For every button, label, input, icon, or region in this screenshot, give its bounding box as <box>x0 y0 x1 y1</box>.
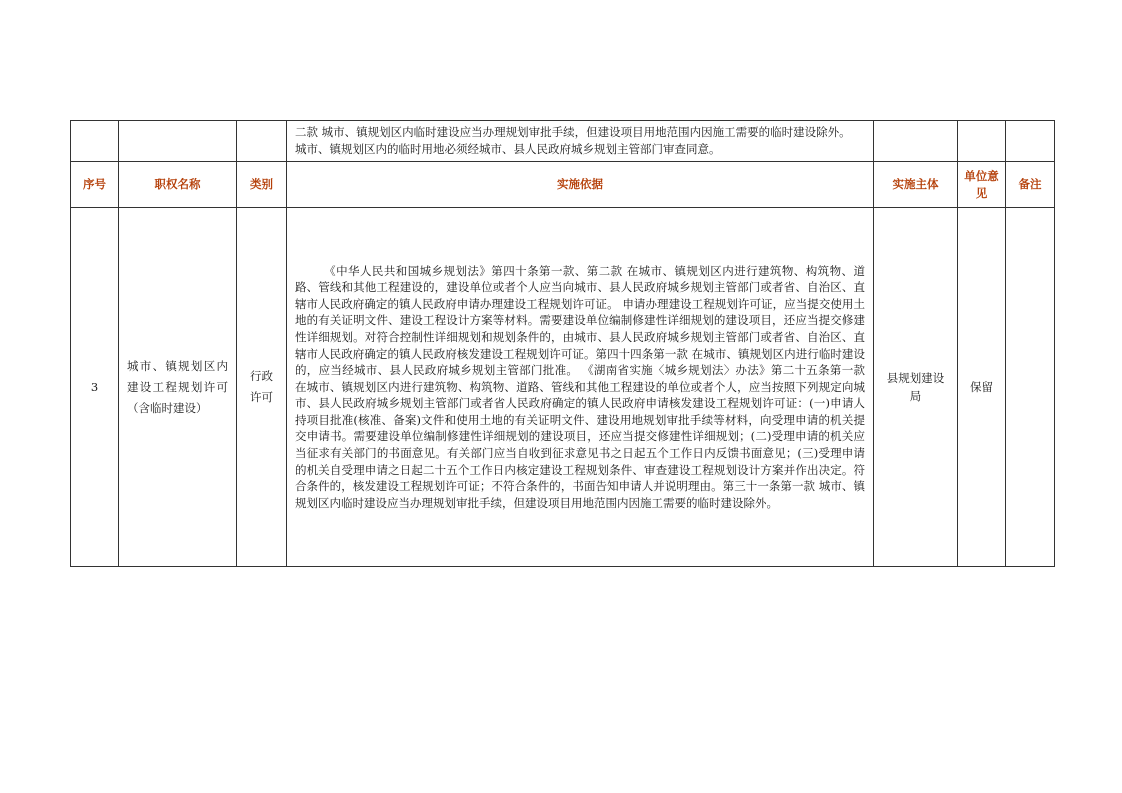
header-row <box>71 162 1055 208</box>
record-name: 城市、镇规划区内建设工程规划许可（含临时建设） <box>119 208 237 567</box>
header-remark: 备注 <box>1006 162 1055 208</box>
record-basis-cell <box>287 208 874 567</box>
record-unit-opinion: 保留 <box>958 208 1006 567</box>
continued-name-cell <box>119 121 237 162</box>
continued-row <box>71 121 1055 162</box>
header-category: 类别 <box>237 162 287 208</box>
continued-subject-cell <box>874 121 958 162</box>
header-name: 职权名称 <box>119 162 237 208</box>
header-unit-opinion: 单位意见 <box>958 162 1006 208</box>
continued-remark-cell <box>1006 121 1055 162</box>
table-row <box>71 208 1055 567</box>
record-basis: 《中华人民共和国城乡规划法》第四十条第一款、第二款 在城市、镇规划区内进行建筑物、构筑物、道路、管线和其他工程建设的，建设单位或者个人应当向城市、县人民政府城乡规划主管部门或者省、自治区、直辖市人民政府确定的镇人民政府申请办理建设工程规划许可证。 申请办理建设工程规划许可证，应当提交使用土地的有关证明文件、建设工程设计方案等材料。需要建设单位编制修建性详细规划的建设项目，还应当提交修建性详细规划。对符合控制性详细规划和规划条件的，由城市、县人民政府城乡规划主管部门或者省、自治区、直辖市人民政府确定的镇人民政府核发建设工程规划许可证。第四十四条第一款 在城市、镇规划区内进行临时建设的，应当经城市、县人民政府城乡规划主管部门批准。 《湖南省实施〈城乡规划法〉办法》第二十五条第一款 在城市、镇规划区内进行建筑物、构筑物、道路、管线和其他工程建设的单位或者个人，应当按照下列规定向城市、县人民政府城乡规划主管部门或者省人民政府确定的镇人民政府申请核发建设工程规划许可证：(一)申请人持项目批准(核准、备案)文件和使用土地的有关证明文件、建设用地规划审批手续等材料，向受理申请的机关提交申请书。需要建设单位编制修建性详细规划的建设项目，还应当提交修建性详细规划；(二)受理申请的机关应当征求有关部门的书面意见。有关部门应当自收到征求意见书之日起五个工作日内反馈书面意见；(三)受理申请的机关自受理申请之日起二十五个工作日内核定建设工程规划条件、审查建设工程规划设计方案并作出决定。符合条件的，核发建设工程规划许可证；不符合条件的，书面告知申请人并说明理由。第三十一条第一款 城市、镇规划区内临时建设应当办理规划审批手续，但建设项目用地范围内因施工需要的临时建设除外。 <box>295 263 865 510</box>
continued-index-cell <box>71 121 119 162</box>
authority-table <box>70 120 1055 567</box>
record-remark <box>1006 208 1055 567</box>
continued-opinion-cell <box>958 121 1006 162</box>
record-category: 行政许可 <box>237 208 287 567</box>
header-index: 序号 <box>71 162 119 208</box>
continued-basis-line: 城市、镇规划区内的临时用地必须经城市、县人民政府城乡规划主管部门审查同意。 <box>295 142 721 156</box>
record-index: 3 <box>71 208 119 567</box>
record-subject: 县规划建设局 <box>874 208 958 567</box>
continued-basis-line: 二款 城市、镇规划区内临时建设应当办理规划审批手续，但建设项目用地范围内因施工需要的临时建设除外。 <box>295 125 851 140</box>
header-subject: 实施主体 <box>874 162 958 208</box>
header-basis: 实施依据 <box>287 162 874 208</box>
continued-basis-cell <box>287 121 874 162</box>
continued-category-cell <box>237 121 287 162</box>
